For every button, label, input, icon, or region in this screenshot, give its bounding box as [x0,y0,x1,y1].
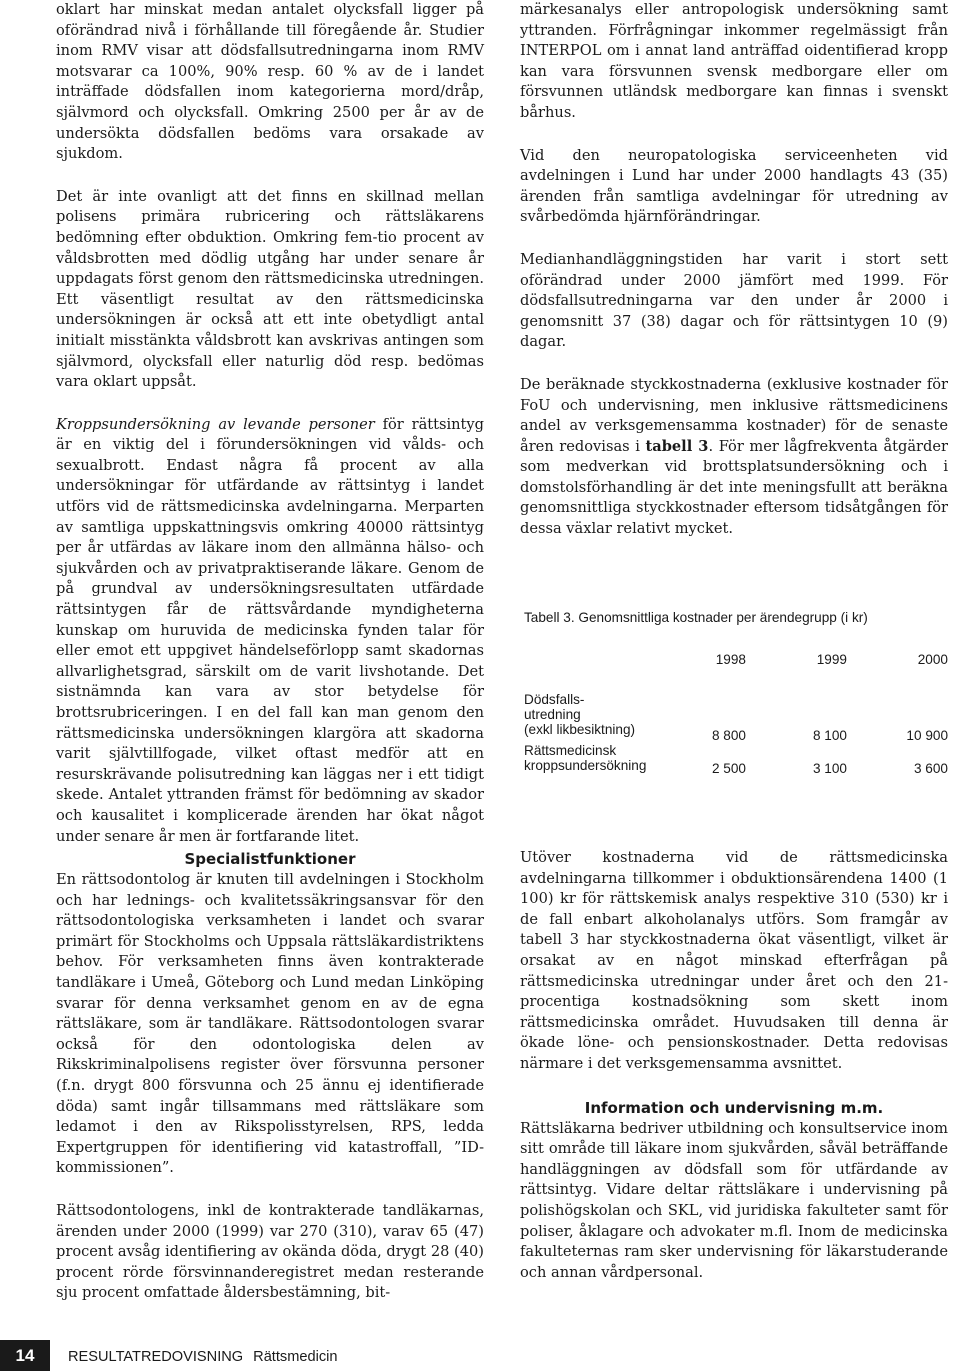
paragraph-text: . För mer lågfrekventa åtgärder som medverkan vid brottsplatsundersökning och i domstolsförhandling är det inte meningsfullt att beräkna genomsnittliga styckkostnader eftersom tidsåtgången för dessa växlar relativt mycket. [520,437,948,538]
footer-section: RESULTATREDOVISNING [68,1349,244,1365]
table-cell: 10 900 [906,728,948,743]
table-cell: 8 100 [812,728,847,743]
row-label-line: utredning [524,707,581,722]
table-cell: 8 800 [711,728,746,743]
paragraph: En rättsodontolog är knuten till avdelningen i Stockholm och har lednings- och kvalitetssäkringsansvar för den rättsodontologiska verksamheten i landet och svarar primärt för Stockholms och Uppsala rättsläkardistriktens behov. För verksamheten finns även kontrakterade tandläkare i Umeå, Göteborg och Lund medan Linköping svarar för denna verksamhet genom en av de egna rättsläkare, som är tandläkare. Rättsodontologen svarar också för den odontologiska delen av Rikskriminalpolisens register över försvunna personer (f.n. drygt 800 försvunna och 25 ännu ej identifierade döda) samt ingår tillsammans med rättsläkare som ledamot i den av Rikspolisstyrelsen, RPS, ledda Expertgruppen för identifiering vid katastroffall, ”ID-kommissionen”. [56,871,484,1177]
year-header: 1998 [715,652,746,667]
right-column-lower [520,848,948,1283]
paragraph: Rättsodontologens, inkl de kontrakterade tandläkarnas, ärenden under 2000 (1999) var 270 (310), varav 65 (47) procent avsåg identifiering av okända döda, drygt 28 (40) procent rörde försvinnanderegistret medan resterande sju procent omfattade åldersbestämning, bit- [56,1201,484,1302]
left-column-lower [56,848,484,1304]
row-label-line: (exkl likbesiktning) [524,722,636,737]
table-caption: Tabell 3. Genomsnittliga kostnader per ärendegrupp (i kr) [524,610,868,625]
paragraph: Medianhandläggningstiden har varit i stort sett oförändrad under 2000 jämfört med 1999. För dödsfallsutredningarna var den under år 2000 i genomsnitt 37 (38) dagar och för rättsintygen 10 (9) dagar. [520,250,948,351]
cost-table [520,604,948,776]
paragraph [56,415,484,847]
paragraph-text: De beräknade styckkostnaderna (exklusive kostnader för FoU och undervisning, men inklusive rättsmedicinens andel av verksgemensamma kostnader) för de senaste åren redovisas i [520,375,948,455]
row-label-line: kroppsundersökning [524,758,647,773]
paragraph: Det är inte ovanligt att det finns en skillnad mellan polisens primära rubricering och rättsläkarens bedömning efter obduktion. Omkring fem-tio procent av våldsbrotten med dödlig utgång har under senare år uppdagats först genom den rättsmedicinska utredningen. Ett väsentligt resultat av den rättsmedicinska undersökningen är också att ett inte obetydligt antal initialt misstänkta våldsbrott kan avskrivas antingen som självmord, olycksfall eller naturlig död resp. bedömas vara oklart uppsåt. [56,187,484,391]
row-label-line: Rättsmedicinsk [524,743,617,758]
table-header-row [520,652,948,680]
paragraph: Vid den neuropatologiska serviceenheten vid avdelningen i Lund har under 2000 handlagts 43 (35) ärenden från samtliga avdelningar för utredning av svårbedömda hjärnförändringar. [520,146,948,226]
table-reference: tabell 3 [645,437,709,455]
table-row [520,692,948,743]
paragraph: oklart har minskat medan antalet olycksfall ligger på oförändrad nivå i förhållande till föregående år. Studier inom RMV visar att dödsfallsutredningarna inom RMV motsvarar ca 100%, 90% resp. 60 % av de i landet inträffade dödsfallen inom kategorierna mord/dråp, självmord och olycksfall. Omkring 2500 per år av de undersökta dödsfallen bedöms vara orsakade av sjukdom. [56,1,484,163]
paragraph: Utöver kostnaderna vid de rättsmedicinska avdelningarna tillkommer i obduktionsärendena 1400 (1 100) kr för rättskemisk analys respektive 310 (530) kr i de fall enbart alkoholanalys utförs. Som framgår av tabell 3 har styckkostnaderna ökat väsentligt, vilket är orsakat av en något minskad efterfrågan på rättsmedicinska utredningar under året och den 21-procentiga kostnadsökning som skett inom rättsmedicinska området. Huvudsaken till denna är ökade löne- och pensionskostnader. Detta redovisas närmare i det verksgemensamma avsnittet. [520,849,948,1072]
year-header: 2000 [917,652,948,667]
page-footer [0,1340,960,1371]
table-cell: 3 600 [913,761,948,776]
table-cell: 2 500 [711,761,746,776]
section-heading: Specialistfunktioner [184,850,356,868]
row-label [520,743,700,776]
table-cell: 3 100 [812,761,847,776]
table-row [520,743,948,776]
footer-subsection: Rättsmedicin [253,1349,338,1365]
italic-term: Kroppsundersökning av levande personer [56,415,375,433]
paragraph-text: för rättsintyg är en viktig del i förundersökningen vid vålds- och sexualbrott. Endast några få procent av alla undersökningar för utfärdande av rättsintyg i landet utförs vid de rättsmedicinska avdelningarna. Merparten av samtliga uppskattningsvis omkring 40000 rättsintyg per år utfärdas av läkare inom den allmänna hälso- och sjukvården och av privatpraktiserande läkare. Genom de på grundval av undersökningsresultaten utfärdade rättsintygen får de rättsvårdande myndigheterna kunskap om huruvida de medicinska fynden talar för eller emot ett uppgivet händelseförlopp samt skadornas allvarlighetsgrad, särskilt om de varit livshotande. Det sistnämnda kan vara av stor betydelse för brottsrubriceringen. I en del fall kan man genom den rättsmedicinska undersökningen klargöra att skadorna varit självtillfogade, vilket oftast medför att en resurskrävande polisutredning kan läggas ner i ett tidigt skede. Antalet yttranden främst för bedömning av skador och kausalitet i komplicerade ärenden har ökat något under senare år men är fortfarande litet. [56,415,485,845]
section-heading: Information och undervisning m.m. [584,1098,884,1117]
row-label [520,692,700,743]
left-column [56,0,484,847]
paragraph [520,375,948,540]
running-footer [68,1349,338,1365]
page-number: 14 [0,1340,50,1371]
paragraph: Rättsläkarna bedriver utbildning och konsultservice inom sitt område till läkare inom sjukvården, såväl beträffande handläggningen av dödsfall som för utfärdande av rättsintyg. Vidare deltar rättsläkare i undervisning på polishögskolan och SKL, vid juridiska fakulteter samt för poliser, åklagare och advokater m.fl. Inom de medicinska fakulteternas ram sker undervisning för läkarstuderande och annan vårdpersonal. [520,1119,948,1281]
year-header: 1999 [816,652,847,667]
row-label-line: Dödsfalls- [524,692,585,707]
paragraph: märkesanalys eller antropologisk undersökning samt yttranden. Förfrågningar inkommer regelmässigt från INTERPOL om i annat land anträffad oidentifierad kropp kan vara försvunnen svensk medborgare eller om försvunnen utländsk medborgare kan finnas i svenskt bårhus. [520,1,948,121]
right-column [520,0,948,540]
